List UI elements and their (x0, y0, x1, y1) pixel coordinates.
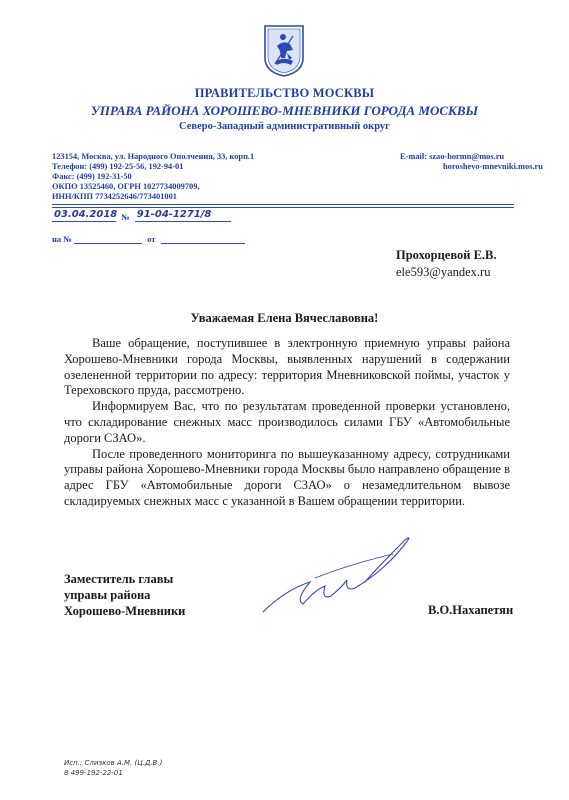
paragraph: Ваше обращение, поступившее в электронную приемную управы района Хорошево-Мневники города Москвы, выявленных нарушений в содержании озелененной территории по адресу: территория Мневниковской поймы, участок у Тереховского пруда, рассмотрено. (64, 336, 510, 398)
executor-block (64, 758, 162, 778)
executor-phone: 8 499-192-22-01 (64, 769, 123, 777)
email-block (400, 152, 543, 172)
role-line: Хорошево-Мневники (64, 604, 186, 618)
paragraph: После проведенного мониторинга по вышеуказанному адресу, сотрудниками управы района Хорошево-Мневники города Москвы было направлено обращение в адрес ГБУ «Автомобильные дороги СЗАО» о незамедлительном вывозе складируемых снежных масс с указанной в Вашем обращении территории. (64, 446, 510, 508)
ref-date-field (161, 233, 245, 244)
website-line: horoshevo-mnevniki.mos.ru (443, 162, 543, 171)
recipient-name: Прохорцевой Е.В. (396, 248, 497, 262)
ref-number-field (74, 233, 142, 244)
reg-date-field (52, 211, 116, 222)
recipient-block (396, 247, 497, 281)
moscow-coat-of-arms-icon (263, 24, 305, 78)
ref-from-label: от (147, 234, 156, 244)
executor-name: Исп.: Слизков А.М. (Ц.Д.В.) (64, 759, 163, 767)
email-line: E-mail: szao-hormn@mos.ru (400, 152, 505, 161)
okrug-subtitle: Северо-Западный административный округ (179, 121, 390, 132)
role-line: Заместитель главы (64, 572, 174, 586)
inn-line: ИНН/КПП 7734252646/773401001 (52, 192, 177, 201)
header-divider (52, 204, 514, 205)
reg-number-label: № (121, 212, 130, 222)
letter-body (64, 336, 510, 510)
ref-label: на № (52, 234, 72, 244)
registration-line (52, 211, 231, 222)
paragraph: Информируем Вас, что по результатам проведенной проверки установлено, что складирование снежных масс производилось силами ГБУ «Автомобильные дороги СЗАО». (64, 399, 510, 445)
government-title: ПРАВИТЕЛЬСТВО МОСКВЫ (194, 86, 375, 100)
reg-number-field (135, 211, 231, 222)
header-divider-thin (52, 207, 514, 208)
reg-date: 03.04.2018 (54, 209, 118, 220)
phone-line: Телефон: (499) 192-25-56, 192-94-01 (52, 162, 184, 171)
salutation: Уважаемая Елена Вячеславовна! (190, 311, 379, 325)
signatory-name: В.О.Нахапетян (428, 603, 514, 617)
uprava-title: УПРАВА РАЙОНА ХОРОШЕВО-МНЕВНИКИ ГОРОДА МОСКВЫ (90, 103, 479, 118)
recipient-email: ele593@yandex.ru (396, 265, 491, 279)
reference-line (52, 233, 245, 244)
signatory-role (64, 571, 185, 619)
reg-number: 91-04-1271/8 (136, 209, 212, 220)
okpo-line: ОКПО 13525460, ОГРН 1027734009709, (52, 182, 200, 191)
handwritten-signature (255, 530, 425, 620)
fax-line: Факс: (499) 192-31-50 (52, 172, 132, 181)
contact-block (52, 152, 254, 202)
role-line: управы района (64, 588, 151, 602)
address-line: 123154, Москва, ул. Народного Ополчения, 33, корп.1 (52, 152, 255, 161)
